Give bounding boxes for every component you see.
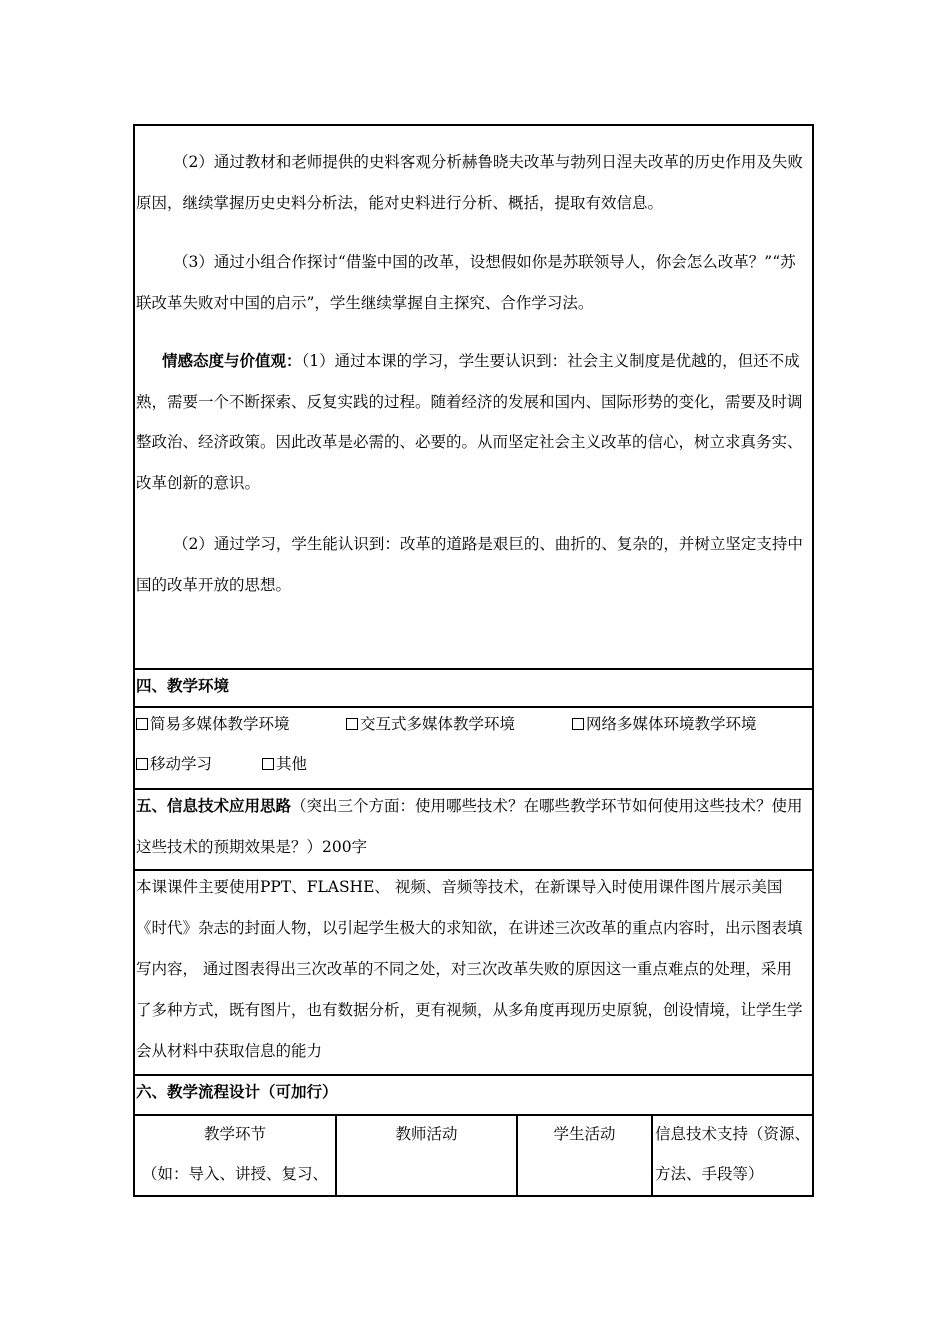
it-application-heading-block <box>136 785 806 868</box>
column-header-student: 学生活动 <box>553 1125 616 1143</box>
emotion-text-1: （1）通过本课的学习，学生要认识到：社会主义制度是优越的，但还不成熟，需要一个不断探索、反复实践的过程。随着经济的发展和国内、国际形势的变化，需要及时调整政治、经济政策。因此改革是必需的、必要的。从而坚定社会主义改革的信心，树立求真务实、改革创新的意识。 <box>136 352 803 492</box>
column-divider <box>651 1114 653 1197</box>
checkbox-icon[interactable] <box>262 758 274 770</box>
objective-paragraph-2: （2）通过教材和老师提供的史料客观分析赫鲁晓夫改革与勃列日涅夫改革的历史作用及失败原因，继续掌握历史史料分析法，能对史料进行分析、概括，提取有效信息。 <box>136 153 803 212</box>
flow-heading: 六、教学流程设计（可加行） <box>136 1082 338 1101</box>
column-header-teacher: 教师活动 <box>395 1125 458 1143</box>
column-header-stage: 教学环节 （如：导入、讲授、复习、 <box>141 1125 328 1183</box>
environment-heading: 四、教学环境 <box>136 676 230 695</box>
env-option-mobile[interactable]: 移动学习 <box>136 744 212 784</box>
objective-paragraph-3: （3）通过小组合作探讨“借鉴中国的改革，设想假如你是苏联领导人，你会怎么改革？”“苏联改革失败对中国的启示”，学生继续掌握自主探究、合作学习法。 <box>136 253 796 312</box>
checkbox-icon[interactable] <box>346 718 358 730</box>
env-option-simple[interactable]: 简易多媒体教学环境 <box>136 704 290 744</box>
emotion-label: 情感态度与价值观： <box>162 351 302 370</box>
checkbox-icon[interactable] <box>572 718 584 730</box>
checkbox-icon[interactable] <box>136 758 148 770</box>
it-application-body: 本课课件主要使用PPT、FLASHE、 视频、音频等技术，在新课导入时使用课件图片展示美国《时代》杂志的封面人物，以引起学生极大的求知欲，在讲述三次改革的重点内容时，出示图表填写内容， 通过图表得出三次改革的不同之处，对三次改革失败的原因这一重点难点的处理，采用了多种方式，既有图片，也有数据分析，更有视频，从多角度再现历史原貌，创设情境，让学生学会从材料中获取信息的能力 <box>136 878 803 1060</box>
row-divider <box>135 668 812 670</box>
checkbox-icon[interactable] <box>136 718 148 730</box>
lesson-plan-table <box>133 124 814 1197</box>
env-option-network[interactable]: 网络多媒体环境教学环境 <box>572 704 757 744</box>
it-application-heading: 五、信息技术应用思路 <box>136 796 292 815</box>
environment-options-row-2 <box>136 744 806 784</box>
emotion-paragraph-1 <box>136 341 806 503</box>
env-option-interactive[interactable]: 交互式多媒体教学环境 <box>346 704 515 744</box>
column-header-it-support: 信息技术支持（资源、方法、手段等） <box>655 1125 811 1183</box>
it-application-note: （突出三个方面：使用哪些技术？在哪些教学环节如何使用这些技术？使用这些技术的预期效果是？）200字 <box>136 797 803 856</box>
environment-options-row-1 <box>136 704 806 744</box>
env-option-other[interactable]: 其他 <box>262 744 307 784</box>
emotion-paragraph-2: （2）通过学习，学生能认识到：改革的道路是艰巨的、曲折的、复杂的，并树立坚定支持中国的改革开放的思想。 <box>136 535 803 594</box>
